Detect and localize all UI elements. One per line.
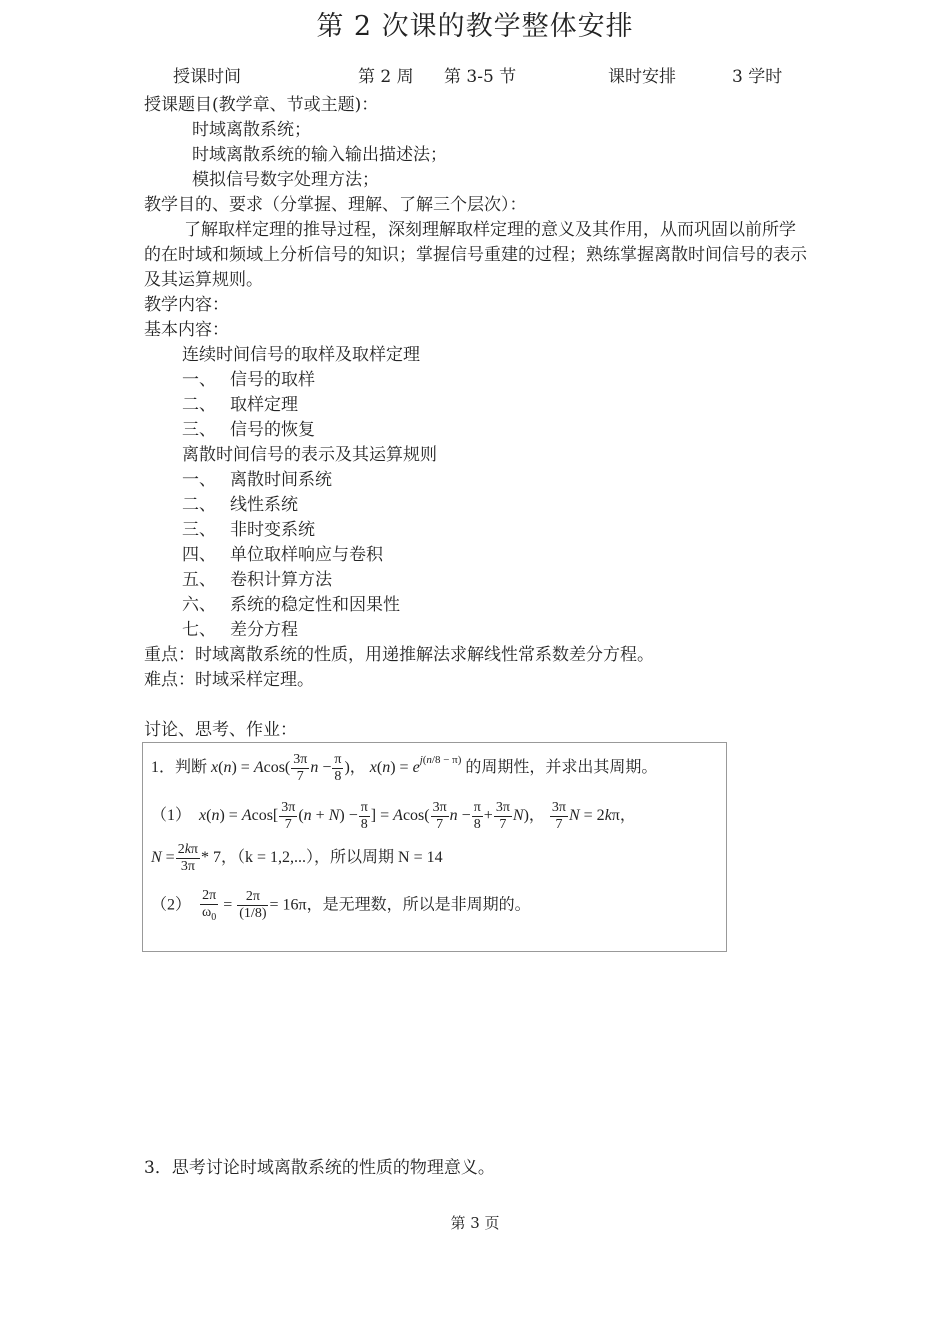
question-3: 3．思考讨论时域离散系统的性质的物理意义。 <box>144 1158 495 1178</box>
goals-paragraph <box>144 218 812 293</box>
page-number: 第 3 页 <box>450 1214 500 1232</box>
list-item: 四、 单位取样响应与卷积 <box>182 545 383 565</box>
page-title: 第 2 次课的教学整体安排 <box>316 11 634 42</box>
goals-heading: 教学目的、要求（分掌握、理解、了解三个层次）： <box>144 195 527 215</box>
exercise-box <box>142 742 727 952</box>
topic-item: 时域离散系统的输入输出描述法； <box>192 145 447 165</box>
list-item: 三、 信号的恢复 <box>182 420 315 440</box>
hours-label: 课时安排 <box>608 67 676 87</box>
list-item: 二、 取样定理 <box>182 395 298 415</box>
topic-heading: 授课题目(教学章、节或主题)： <box>144 95 379 115</box>
content-heading: 教学内容： <box>144 295 229 315</box>
part2-title: 离散时间信号的表示及其运算规则 <box>182 445 437 465</box>
key-point: 重点：时域离散系统的性质，用递推解法求解线性常系数差分方程。 <box>144 645 654 665</box>
topic-item: 模拟信号数字处理方法； <box>192 170 379 190</box>
topic-item: 时域离散系统； <box>192 120 311 140</box>
question-1: 1．判断 x(n) = Acos( $\frac{3\pi}{7}$ n − $\frac{\pi}{8}$ )， $x(n) = e^{j(n/8 - \pi)}$ 的周期性，并求出其周期。 <box>151 752 658 784</box>
basic-content-heading: 基本内容： <box>144 320 229 340</box>
answer-1: （1） x(n) = Acos[ $\frac{3\pi}{7}$ (n + N) − $\frac{\pi}{8}$ ] = Acos( $\frac{3\pi}{7}$ n − $\frac{\pi}{8}$ + $\frac{3\pi}{7}$ N)， $\frac{3\pi}{7}$ N = 2kπ， <box>151 800 636 832</box>
list-item: 二、 线性系统 <box>182 495 298 515</box>
list-item: 七、 差分方程 <box>182 620 298 640</box>
teaching-time-label: 授课时间 <box>173 67 241 87</box>
week-value: 第 2 周 <box>358 67 414 87</box>
answer-2: （2） $\frac{2\pi}{\omega_0}$ = $\frac{2\pi}{(1/8)}$ = 16π，是无理数，所以是非周期的。 <box>151 888 531 923</box>
hours-value: 3 学时 <box>732 67 783 87</box>
answer-1-period: N = $\frac{2k\pi}{3\pi}$ * 7，（k = 1,2,...），所以周期 N = 14 <box>151 842 443 874</box>
goals-text: 了解取样定理的推导过程，深刻理解取样定理的意义及其作用，从而巩固以前所学的在时域和频域上分析信号的知识；掌握信号重建的过程；熟练掌握离散时间信号的表示及其运算规则。 <box>144 220 807 290</box>
list-item: 六、 系统的稳定性和因果性 <box>182 595 400 615</box>
section-value: 第 3-5 节 <box>444 67 517 87</box>
list-item: 五、 卷积计算方法 <box>182 570 332 590</box>
list-item: 三、 非时变系统 <box>182 520 315 540</box>
part1-title: 连续时间信号的取样及取样定理 <box>182 345 420 365</box>
list-item: 一、 信号的取样 <box>182 370 315 390</box>
list-item: 一、 离散时间系统 <box>182 470 332 490</box>
discussion-heading: 讨论、思考、作业： <box>144 720 297 740</box>
difficulty-point: 难点：时域采样定理。 <box>144 670 314 690</box>
